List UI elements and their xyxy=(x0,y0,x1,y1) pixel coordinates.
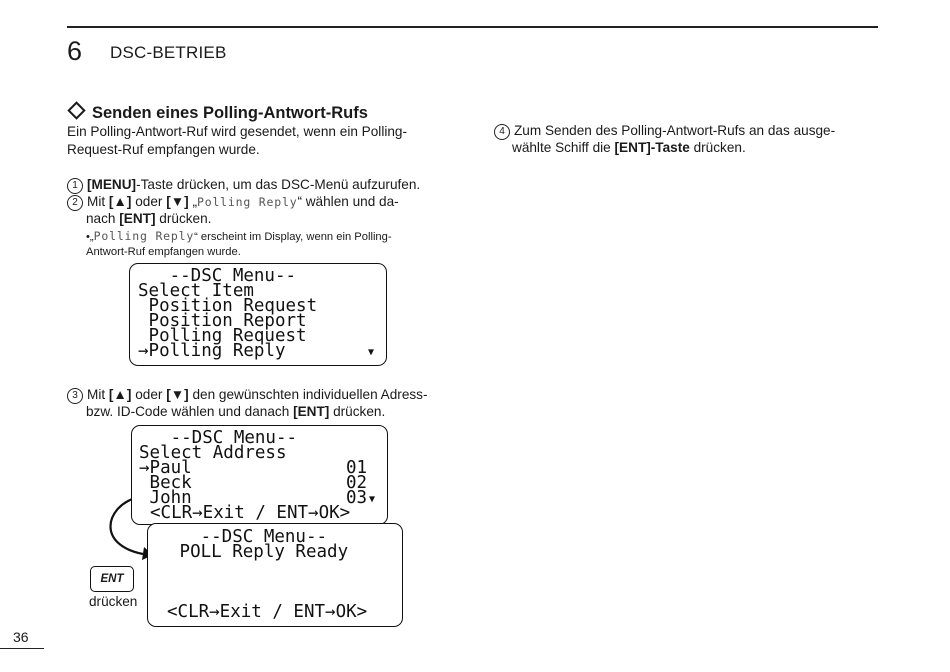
lcd-line: --DSC Menu-- xyxy=(169,527,328,547)
lcd-dsc-menu-select-item xyxy=(129,263,387,366)
step-number: 3 xyxy=(67,388,83,404)
lcd-line: POLL Reply Ready xyxy=(169,542,349,562)
note xyxy=(86,229,458,260)
press-caption: drücken xyxy=(89,594,138,609)
quote-open: „ xyxy=(188,194,198,209)
step-4-cont xyxy=(512,139,879,156)
quote-open: „ xyxy=(89,231,94,243)
up-key-label: [▲] xyxy=(108,194,132,209)
step-2 xyxy=(67,193,459,211)
step-text: drücken. xyxy=(689,140,746,155)
ent-key-label: [ENT] xyxy=(119,211,156,226)
step-3-cont xyxy=(86,403,458,420)
step-number: 4 xyxy=(494,124,510,140)
lcd-line: <CLR→Exit / ENT→OK> xyxy=(150,503,351,523)
step-text: Mit xyxy=(87,387,109,402)
up-key-label: [▲] xyxy=(108,387,132,402)
down-key-label: [▼] xyxy=(166,194,189,209)
note-text: “ erscheint im Display, wenn ein Polling- xyxy=(194,231,392,243)
lcd-inline-text: Polling Reply xyxy=(93,229,195,243)
chapter-title: DSC-BETRIEB xyxy=(110,43,227,62)
lcd-line-selected: →Polling Reply xyxy=(138,341,286,361)
step-text: bzw. ID-Code wählen und danach xyxy=(86,404,294,419)
lcd-address-code: 02 xyxy=(346,473,368,493)
lcd-line: --DSC Menu-- xyxy=(138,266,297,286)
lcd-dsc-menu-select-address xyxy=(131,425,388,525)
intro-paragraph: Ein Polling-Antwort-Ruf wird gesendet, wenn ein Polling-Request-Ruf empfangen wurde. xyxy=(67,124,408,157)
lcd-poll-reply-ready xyxy=(147,523,403,627)
step-text: den gewünschten individuellen Adress- xyxy=(188,387,428,402)
section-heading xyxy=(67,103,368,123)
step-text: nach xyxy=(86,211,120,226)
step-text: oder xyxy=(131,387,167,402)
step-text: drücken. xyxy=(329,404,386,419)
bullet: • xyxy=(86,231,90,243)
step-2-cont xyxy=(86,210,458,227)
scroll-down-icon: ▼ xyxy=(369,494,376,505)
section-title: Senden eines Polling-Antwort-Rufs xyxy=(92,104,368,122)
lcd-line: Polling Request xyxy=(138,326,307,346)
footer-rule xyxy=(0,648,44,649)
down-key-label: [▼] xyxy=(166,387,189,402)
step-text: drücken. xyxy=(155,211,212,226)
ent-key-icon: ENT xyxy=(90,566,134,592)
lcd-line: Position Report xyxy=(138,311,307,331)
lcd-line: Select Item xyxy=(138,281,254,301)
step-4 xyxy=(494,122,879,140)
step-text: oder xyxy=(131,194,167,209)
step-text: Mit xyxy=(87,194,109,209)
step-text: Zum Senden des Polling-Antwort-Rufs an das ausge- xyxy=(514,123,836,138)
step-1 xyxy=(67,176,459,194)
step-text: wählte Schiff die xyxy=(512,140,615,155)
page-number: 36 xyxy=(13,629,29,645)
ent-key-label: [ENT]-Taste xyxy=(614,140,690,155)
chapter-number: 6 xyxy=(67,36,83,66)
note-text: Antwort-Ruf empfangen wurde. xyxy=(86,246,241,258)
step-text: “ wählen und da- xyxy=(297,194,399,209)
scroll-down-icon: ▼ xyxy=(368,347,375,358)
ent-key-label: [ENT] xyxy=(293,404,330,419)
lcd-line: Select Address xyxy=(139,443,287,463)
lcd-address-code: 03 xyxy=(346,488,368,508)
lcd-inline-text: Polling Reply xyxy=(197,195,298,209)
lcd-line: Position Request xyxy=(138,296,318,316)
step-number: 1 xyxy=(67,178,83,194)
lcd-line: <CLR→Exit / ENT→OK> xyxy=(167,602,368,622)
lcd-address-name: John xyxy=(139,488,192,508)
lcd-address-name: Beck xyxy=(139,473,192,493)
diamond-icon xyxy=(67,101,85,119)
lcd-address-code: 01 xyxy=(346,458,368,478)
step-number: 2 xyxy=(67,195,83,211)
step-3 xyxy=(67,386,459,404)
lcd-address-name-selected: →Paul xyxy=(139,458,192,478)
lcd-line: --DSC Menu-- xyxy=(139,428,298,448)
step-text: -Taste drücken, um das DSC-Menü aufzurufen. xyxy=(136,177,421,192)
menu-key-label: [MENU] xyxy=(87,177,137,192)
header-rule xyxy=(67,26,878,28)
